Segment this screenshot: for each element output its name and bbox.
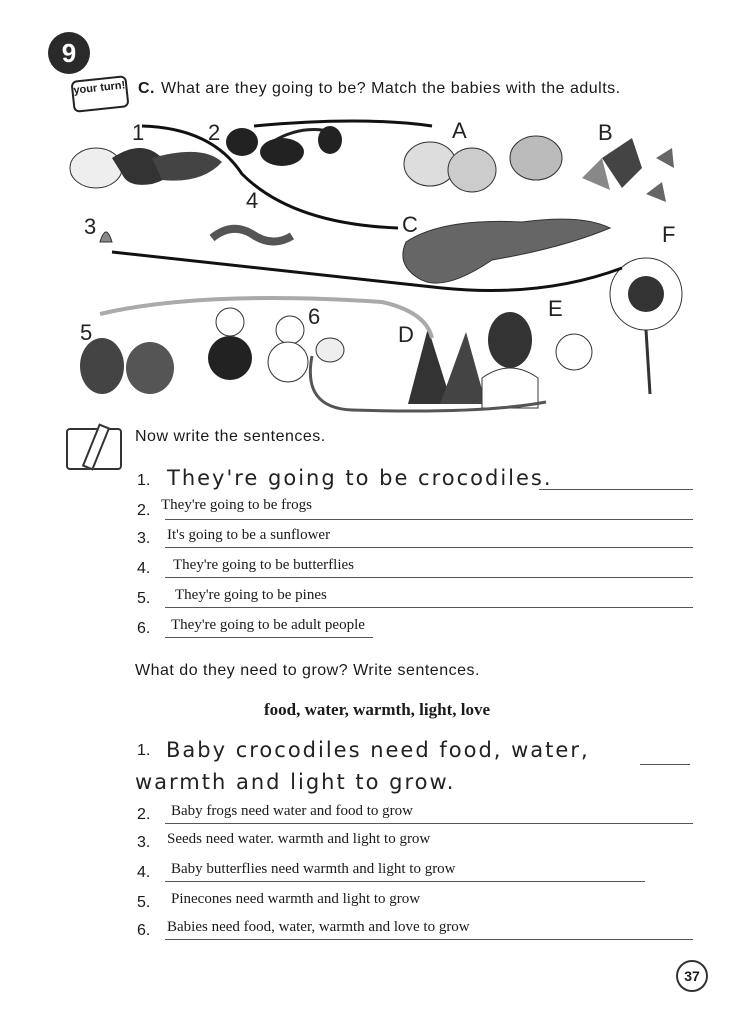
sentence-row-6 [135, 612, 695, 640]
pines-drawing [408, 328, 486, 404]
adult-label-a: A [452, 118, 467, 143]
word-bank: food, water, warmth, light, love [263, 700, 490, 719]
crocodile-drawing [403, 219, 610, 283]
your-turn-badge: your turn! [70, 75, 129, 113]
adult-label-e: E [548, 296, 563, 321]
match-line-3-f [112, 252, 622, 291]
match-line-2-a [254, 121, 432, 126]
frogs-drawing [404, 136, 562, 192]
adult-label-d: D [398, 322, 414, 347]
answer-line [539, 489, 693, 490]
answer-line [165, 881, 645, 882]
grow-num: 4. [137, 864, 151, 881]
adults-drawing [482, 312, 592, 408]
sentence-answer: They're going to be pines [175, 587, 327, 603]
baby-crocodile-drawing [70, 148, 222, 188]
grow-answer: Seeds need water. warmth and light to grow [167, 831, 431, 847]
grow-row-3 [135, 826, 695, 854]
match-line-5-d [100, 298, 432, 338]
babies-drawing [208, 308, 344, 382]
answer-line [165, 607, 693, 608]
sunflower-drawing [610, 258, 682, 394]
sentence-answer: They're going to be crocodiles. [167, 466, 553, 490]
sentence-num: 4. [137, 560, 151, 577]
baby-label-4: 4 [246, 188, 259, 213]
sentence-row-4 [135, 552, 695, 580]
grow-row-2 [135, 798, 695, 826]
grow-row-4 [135, 856, 695, 884]
answer-line [640, 764, 690, 765]
baby-label-3: 3 [84, 214, 97, 239]
sentence-num: 3. [137, 530, 151, 547]
sentence-answer: They're going to be frogs [161, 497, 312, 513]
grow-answer: Baby butterflies need warmth and light to grow [171, 861, 456, 877]
butterflies-drawing [582, 138, 674, 202]
baby-label-2: 2 [208, 120, 221, 145]
grow-answer: Babies need food, water, warmth and love to grow [167, 919, 470, 935]
adult-label-c: C [402, 212, 418, 237]
grow-instruction: What do they need to grow? Write sentences. [135, 662, 480, 679]
grow-num: 2. [137, 806, 151, 823]
answer-line [165, 637, 373, 638]
matching-illustration [62, 118, 702, 428]
grow-answer-1-line1: Baby crocodiles need food, water, [166, 738, 590, 762]
baby-label-6: 6 [308, 304, 321, 329]
answer-line [165, 547, 693, 548]
sentence-row-2 [135, 494, 695, 522]
task-c-title [138, 78, 698, 99]
sentence-row-3 [135, 522, 695, 550]
baby-label-1: 1 [132, 120, 145, 145]
grow-row-6 [135, 914, 695, 942]
grow-num-1: 1. [137, 742, 151, 759]
sentence-num: 5. [137, 590, 151, 607]
answer-line [165, 577, 693, 578]
adult-label-b: B [598, 120, 613, 145]
answer-line [165, 939, 693, 940]
seed-drawing [100, 232, 112, 242]
task-text: What are they going to be? Match the babies with the adults. [161, 80, 621, 97]
unit-badge: 9 [48, 32, 90, 74]
grow-num: 3. [137, 834, 151, 851]
answer-line [165, 519, 693, 520]
baby-label-5: 5 [80, 320, 93, 345]
write-instruction: Now write the sentences. [135, 428, 326, 445]
sentence-answer: It's going to be a sunflower [167, 527, 331, 543]
sentence-row-1 [135, 464, 695, 492]
sentence-row-5 [135, 582, 695, 610]
answer-line [165, 823, 693, 824]
sentence-answer: They're going to be butterflies [173, 557, 354, 573]
adult-label-f: F [662, 222, 676, 247]
task-letter: C. [138, 80, 155, 97]
pencil-icon [66, 428, 122, 470]
grow-answer: Baby frogs need water and food to grow [171, 803, 414, 819]
grow-row-5 [135, 886, 695, 914]
grow-answer: Pinecones need warmth and light to grow [171, 891, 421, 907]
sentence-num: 2. [137, 502, 151, 519]
sentence-num: 1. [137, 472, 151, 489]
pinecones-drawing [80, 338, 174, 394]
grow-num: 6. [137, 922, 151, 939]
grow-answer-1-line2: warmth and light to grow. [135, 770, 456, 794]
tadpoles-drawing [226, 126, 342, 166]
sentence-num: 6. [137, 620, 151, 637]
caterpillar-drawing [212, 229, 292, 242]
page-number: 37 [676, 960, 708, 992]
grow-num: 5. [137, 894, 151, 911]
sentence-answer: They're going to be adult people [171, 617, 365, 633]
